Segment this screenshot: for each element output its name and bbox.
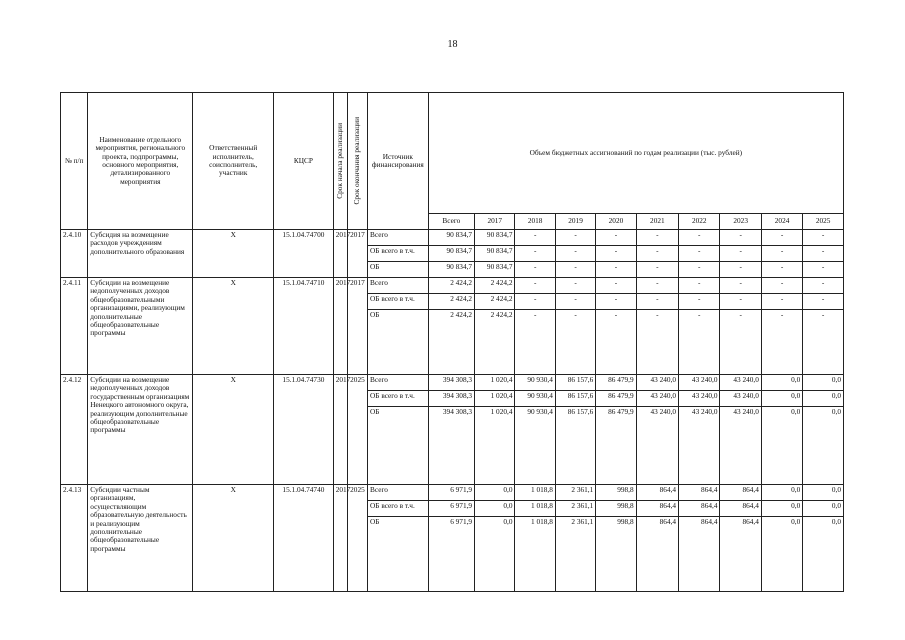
row-value-cell: 0,0 bbox=[761, 391, 802, 407]
row-source-cell: ОБ bbox=[368, 262, 429, 278]
row-value-cell: 1 020,4 bbox=[475, 375, 515, 391]
row-value-cell: - bbox=[555, 230, 595, 246]
row-value-cell: - bbox=[803, 310, 844, 375]
row-value-cell: - bbox=[761, 246, 802, 262]
row-source-cell: ОБ всего в т.ч. bbox=[368, 501, 429, 517]
row-value-cell: 43 240,0 bbox=[679, 375, 720, 391]
row-source-cell: ОБ всего в т.ч. bbox=[368, 246, 429, 262]
row-value-cell: - bbox=[555, 262, 595, 278]
row-value-cell: 1 020,4 bbox=[475, 391, 515, 407]
row-value-cell: 2 424,2 bbox=[428, 310, 474, 375]
row-value-cell: 86 479,9 bbox=[596, 391, 636, 407]
page-number: 18 bbox=[447, 39, 458, 50]
row-value-cell: 43 240,0 bbox=[679, 391, 720, 407]
row-value-cell: 2 424,2 bbox=[428, 294, 474, 310]
row-value-cell: 43 240,0 bbox=[636, 375, 678, 391]
row-value-cell: 2 361,1 bbox=[555, 501, 595, 517]
header-year: 2020 bbox=[596, 214, 636, 230]
row-value-cell: 90 930,4 bbox=[515, 391, 555, 407]
table-row bbox=[61, 278, 844, 294]
header-year: 2023 bbox=[720, 214, 761, 230]
row-value-cell: 394 308,3 bbox=[428, 375, 474, 391]
row-value-cell: 998,8 bbox=[596, 517, 636, 592]
row-value-cell: 2 424,2 bbox=[475, 278, 515, 294]
row-value-cell: 998,8 bbox=[596, 485, 636, 501]
header-start bbox=[333, 93, 347, 230]
row-value-cell: - bbox=[636, 230, 678, 246]
row-value-cell: - bbox=[636, 310, 678, 375]
table-row bbox=[61, 230, 844, 246]
row-value-cell: - bbox=[636, 294, 678, 310]
row-value-cell: - bbox=[761, 230, 802, 246]
row-value-cell: - bbox=[555, 246, 595, 262]
row-value-cell: 0,0 bbox=[475, 485, 515, 501]
row-value-cell: 90 834,7 bbox=[475, 230, 515, 246]
row-name-cell: Субсидия на возмещение расходов учреждениям дополнительного образования bbox=[88, 230, 193, 278]
row-kcsr-cell: 15.1.04.74710 bbox=[274, 278, 334, 375]
row-source-cell: Всего bbox=[368, 485, 429, 501]
row-value-cell: 0,0 bbox=[803, 375, 844, 391]
table-body bbox=[61, 230, 844, 592]
row-value-cell: - bbox=[515, 310, 555, 375]
row-value-cell: - bbox=[761, 262, 802, 278]
row-value-cell: 86 157,6 bbox=[555, 391, 595, 407]
row-value-cell: 6 971,9 bbox=[428, 485, 474, 501]
row-value-cell: - bbox=[803, 246, 844, 262]
row-value-cell: 864,4 bbox=[636, 485, 678, 501]
row-start-cell: 2017 bbox=[333, 230, 347, 278]
row-kcsr-cell: 15.1.04.74740 bbox=[274, 485, 334, 592]
row-number-cell: 2.4.11 bbox=[61, 278, 88, 375]
row-value-cell: - bbox=[515, 278, 555, 294]
row-source-cell: ОБ всего в т.ч. bbox=[368, 391, 429, 407]
header-end bbox=[347, 93, 367, 230]
row-value-cell: - bbox=[720, 310, 761, 375]
row-value-cell: 2 424,2 bbox=[428, 278, 474, 294]
header-year: 2022 bbox=[679, 214, 720, 230]
row-value-cell: - bbox=[515, 230, 555, 246]
row-value-cell: - bbox=[679, 278, 720, 294]
row-source-cell: Всего bbox=[368, 278, 429, 294]
row-name-cell: Субсидии на возмещение недополученных доходов государственным организациям Ненецкого автономного округа, реализующим дополнительные общеобразовательные программы bbox=[88, 375, 193, 485]
row-value-cell: 86 157,6 bbox=[555, 375, 595, 391]
row-value-cell: 394 308,3 bbox=[428, 391, 474, 407]
row-value-cell: 43 240,0 bbox=[636, 391, 678, 407]
row-value-cell: - bbox=[555, 294, 595, 310]
row-number-cell: 2.4.12 bbox=[61, 375, 88, 485]
row-value-cell: 1 018,8 bbox=[515, 501, 555, 517]
row-executor-cell: Х bbox=[193, 230, 274, 278]
row-value-cell: 0,0 bbox=[761, 501, 802, 517]
row-value-cell: 998,8 bbox=[596, 501, 636, 517]
row-value-cell: - bbox=[720, 230, 761, 246]
row-value-cell: 43 240,0 bbox=[720, 375, 761, 391]
row-value-cell: - bbox=[720, 294, 761, 310]
row-value-cell: - bbox=[596, 262, 636, 278]
row-executor-cell: Х bbox=[193, 375, 274, 485]
row-source-cell: ОБ bbox=[368, 517, 429, 592]
header-kcsr: КЦСР bbox=[274, 93, 334, 230]
row-value-cell: 43 240,0 bbox=[720, 391, 761, 407]
row-start-cell: 2017 bbox=[333, 278, 347, 375]
row-value-cell: 43 240,0 bbox=[720, 407, 761, 485]
row-value-cell: 86 157,6 bbox=[555, 407, 595, 485]
row-value-cell: 0,0 bbox=[475, 501, 515, 517]
row-kcsr-cell: 15.1.04.74730 bbox=[274, 375, 334, 485]
header-year: 2021 bbox=[636, 214, 678, 230]
row-value-cell: - bbox=[596, 230, 636, 246]
row-source-cell: Всего bbox=[368, 230, 429, 246]
header-year: 2018 bbox=[515, 214, 555, 230]
row-value-cell: 864,4 bbox=[720, 485, 761, 501]
row-value-cell: 90 834,7 bbox=[475, 246, 515, 262]
row-value-cell: 0,0 bbox=[803, 391, 844, 407]
table-row bbox=[61, 375, 844, 391]
row-value-cell: - bbox=[720, 246, 761, 262]
row-value-cell: 90 834,7 bbox=[428, 230, 474, 246]
row-value-cell: - bbox=[803, 294, 844, 310]
row-value-cell: - bbox=[515, 294, 555, 310]
row-value-cell: 90 930,4 bbox=[515, 407, 555, 485]
row-source-cell: Всего bbox=[368, 375, 429, 391]
row-value-cell: 0,0 bbox=[803, 485, 844, 501]
row-value-cell: - bbox=[555, 278, 595, 294]
row-value-cell: - bbox=[679, 246, 720, 262]
row-value-cell: - bbox=[636, 246, 678, 262]
row-value-cell: 2 361,1 bbox=[555, 485, 595, 501]
row-name-cell: Субсидии частным организациям, осуществляющим образовательную деятельность и реализующим дополнительные общеобразовательные программы bbox=[88, 485, 193, 592]
row-value-cell: - bbox=[596, 294, 636, 310]
row-value-cell: 864,4 bbox=[636, 517, 678, 592]
row-value-cell: - bbox=[679, 262, 720, 278]
row-end-cell: 2025 bbox=[347, 485, 367, 592]
row-value-cell: 0,0 bbox=[761, 407, 802, 485]
row-value-cell: 0,0 bbox=[803, 407, 844, 485]
row-value-cell: - bbox=[679, 230, 720, 246]
header-start-label: Срок начала реализации bbox=[335, 123, 345, 199]
row-end-cell: 2025 bbox=[347, 375, 367, 485]
header-source: Источник финансирования bbox=[368, 93, 429, 230]
row-value-cell: - bbox=[636, 262, 678, 278]
header-no: № п/п bbox=[61, 93, 88, 230]
row-value-cell: 0,0 bbox=[475, 517, 515, 592]
row-value-cell: - bbox=[596, 246, 636, 262]
row-value-cell: - bbox=[679, 310, 720, 375]
row-value-cell: 1 018,8 bbox=[515, 485, 555, 501]
header-volume: Объем бюджетных ассигнований по годам реализации (тыс. рублей) bbox=[428, 93, 843, 214]
row-value-cell: 864,4 bbox=[679, 485, 720, 501]
header-end-label: Срок окончания реализации bbox=[352, 117, 362, 205]
row-value-cell: 2 361,1 bbox=[555, 517, 595, 592]
row-value-cell: 0,0 bbox=[803, 517, 844, 592]
row-value-cell: 90 834,7 bbox=[428, 262, 474, 278]
row-value-cell: 90 834,7 bbox=[428, 246, 474, 262]
row-value-cell: 43 240,0 bbox=[636, 407, 678, 485]
row-value-cell: 0,0 bbox=[761, 485, 802, 501]
row-number-cell: 2.4.13 bbox=[61, 485, 88, 592]
row-value-cell: - bbox=[761, 310, 802, 375]
header-year: 2024 bbox=[761, 214, 802, 230]
row-value-cell: - bbox=[555, 310, 595, 375]
row-value-cell: 86 479,9 bbox=[596, 375, 636, 391]
header-name: Наименование отдельного мероприятия, регионального проекта, подпрограммы, основного мероприятия, детализированного мероприятия bbox=[88, 93, 193, 230]
header-year: 2017 bbox=[475, 214, 515, 230]
row-value-cell: 864,4 bbox=[636, 501, 678, 517]
row-value-cell: - bbox=[596, 278, 636, 294]
row-value-cell: 864,4 bbox=[720, 501, 761, 517]
row-value-cell: 1 018,8 bbox=[515, 517, 555, 592]
row-value-cell: 86 479,9 bbox=[596, 407, 636, 485]
row-executor-cell: Х bbox=[193, 485, 274, 592]
row-value-cell: 2 424,2 bbox=[475, 294, 515, 310]
row-value-cell: 90 834,7 bbox=[475, 262, 515, 278]
row-value-cell: - bbox=[803, 262, 844, 278]
row-value-cell: 0,0 bbox=[761, 375, 802, 391]
row-value-cell: - bbox=[596, 310, 636, 375]
row-source-cell: ОБ bbox=[368, 407, 429, 485]
row-value-cell: 90 930,4 bbox=[515, 375, 555, 391]
table-row bbox=[61, 485, 844, 501]
row-value-cell: - bbox=[720, 262, 761, 278]
row-value-cell: 1 020,4 bbox=[475, 407, 515, 485]
budget-table bbox=[60, 92, 844, 592]
row-value-cell: - bbox=[803, 230, 844, 246]
row-start-cell: 2017 bbox=[333, 485, 347, 592]
header-year: Всего bbox=[428, 214, 474, 230]
row-value-cell: 6 971,9 bbox=[428, 501, 474, 517]
row-executor-cell: Х bbox=[193, 278, 274, 375]
header-year: 2019 bbox=[555, 214, 595, 230]
row-value-cell: - bbox=[679, 294, 720, 310]
row-value-cell: 0,0 bbox=[803, 501, 844, 517]
row-value-cell: - bbox=[761, 294, 802, 310]
row-value-cell: 864,4 bbox=[679, 517, 720, 592]
row-value-cell: - bbox=[636, 278, 678, 294]
row-value-cell: 6 971,9 bbox=[428, 517, 474, 592]
row-value-cell: 864,4 bbox=[720, 517, 761, 592]
row-number-cell: 2.4.10 bbox=[61, 230, 88, 278]
row-value-cell: 43 240,0 bbox=[679, 407, 720, 485]
row-kcsr-cell: 15.1.04.74700 bbox=[274, 230, 334, 278]
row-name-cell: Субсидии на возмещение недополученных доходов общеобразовательными организациями, реализующим дополнительные общеобразовательные программы bbox=[88, 278, 193, 375]
header-year: 2025 bbox=[803, 214, 844, 230]
row-value-cell: - bbox=[803, 278, 844, 294]
row-end-cell: 2017 bbox=[347, 230, 367, 278]
row-end-cell: 2017 bbox=[347, 278, 367, 375]
row-value-cell: - bbox=[720, 278, 761, 294]
row-value-cell: 864,4 bbox=[679, 501, 720, 517]
row-value-cell: - bbox=[761, 278, 802, 294]
row-source-cell: ОБ bbox=[368, 310, 429, 375]
row-start-cell: 2017 bbox=[333, 375, 347, 485]
row-value-cell: 0,0 bbox=[761, 517, 802, 592]
row-value-cell: - bbox=[515, 262, 555, 278]
row-source-cell: ОБ всего в т.ч. bbox=[368, 294, 429, 310]
header-executor: Ответственный исполнитель, соисполнитель, участник bbox=[193, 93, 274, 230]
row-value-cell: - bbox=[515, 246, 555, 262]
row-value-cell: 2 424,2 bbox=[475, 310, 515, 375]
row-value-cell: 394 308,3 bbox=[428, 407, 474, 485]
